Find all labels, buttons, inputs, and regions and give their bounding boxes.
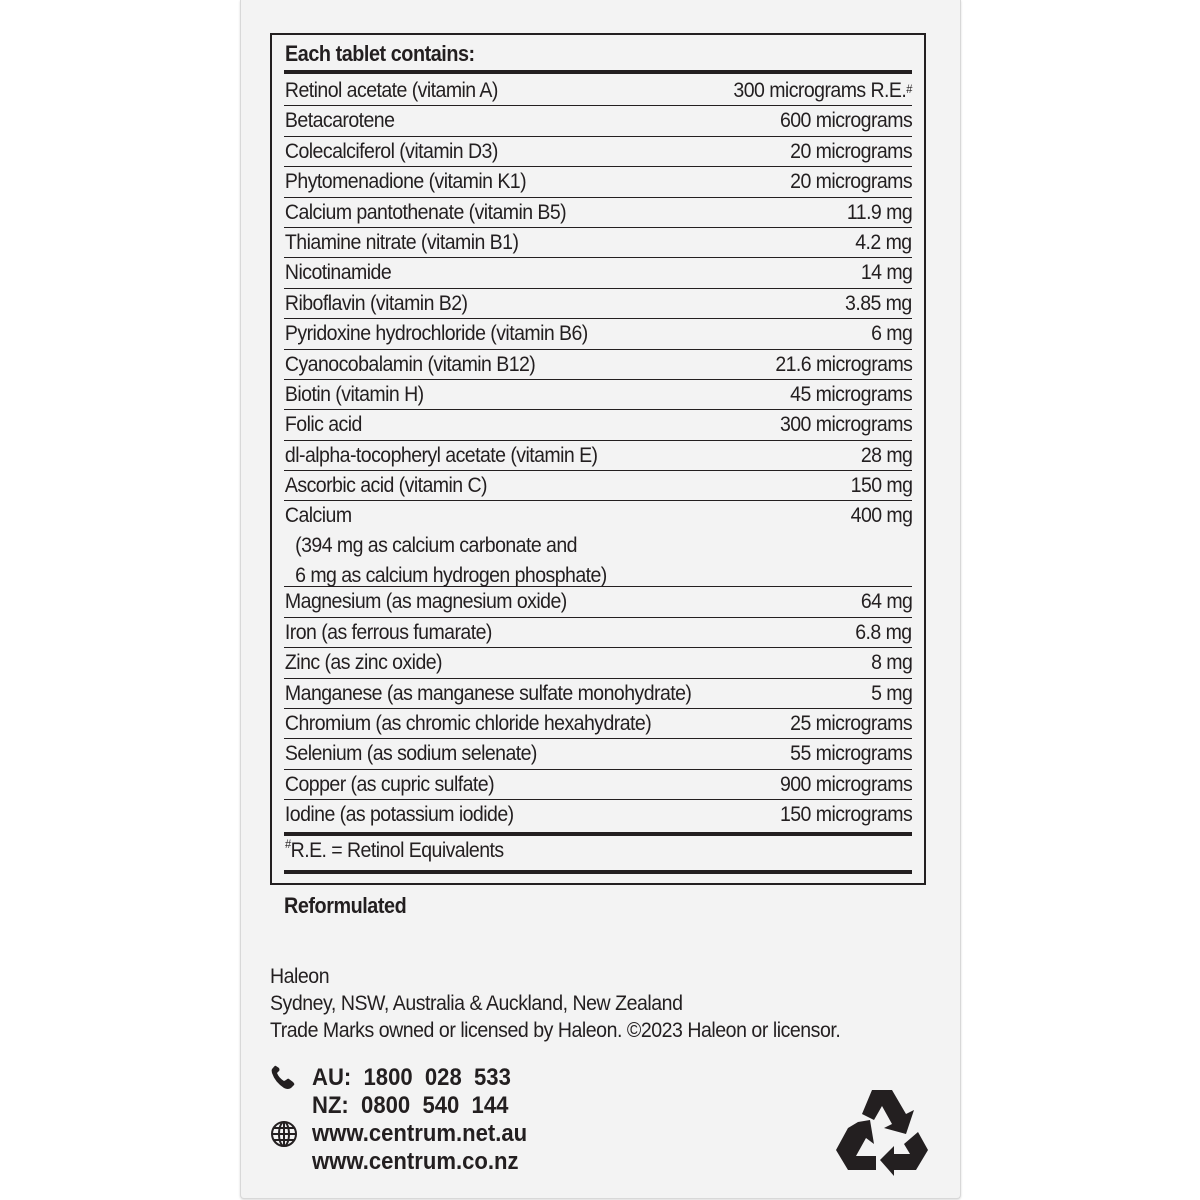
ingredient-row: Magnesium (as magnesium oxide) 64 mg — [284, 587, 912, 617]
ingredient-row: Iodine (as potassium iodide) 150 micrograms — [284, 803, 912, 827]
ingredient-row: Thiamine nitrate (vitamin B1) 4.2 mg — [284, 228, 912, 258]
reformulated-label: Reformulated — [284, 893, 407, 918]
footnote-rule-bottom — [284, 870, 912, 874]
title-rule — [284, 70, 912, 74]
ingredient-row: Colecalciferol (vitamin D3) 20 micrograms — [284, 137, 912, 167]
ingredient-row: Retinol acetate (vitamin A) 300 micrograms R.E.# — [284, 76, 912, 106]
manufacturer-address — [270, 963, 840, 1044]
ingredient-row: dl-alpha-tocopheryl acetate (vitamin E) 28 mg — [284, 441, 912, 471]
nz-phone: NZ: 0800 540 144 — [312, 1092, 509, 1119]
ingredient-row: Phytomenadione (vitamin K1) 20 micrograms — [284, 167, 912, 197]
ingredient-row: Chromium (as chromic chloride hexahydrate) 25 micrograms — [284, 709, 912, 739]
ingredient-row: Biotin (vitamin H) 45 micrograms — [284, 380, 912, 410]
ingredient-row: Manganese (as manganese sulfate monohydrate) 5 mg — [284, 679, 912, 709]
ingredient-row: Calcium pantothenate (vitamin B5) 11.9 mg — [284, 198, 912, 228]
ingredient-row: Folic acid 300 micrograms — [284, 410, 912, 440]
ingredient-row-calcium: Calcium (394 mg as calcium carbonate and 6 mg as calcium hydrogen phosphate) 400 mg — [284, 501, 912, 587]
au-phone: AU: 1800 028 533 — [312, 1064, 511, 1091]
ingredient-row: Zinc (as zinc oxide) 8 mg — [284, 648, 912, 678]
website-au[interactable]: www.centrum.net.au — [312, 1120, 528, 1147]
trademark-notice: Trade Marks owned or licensed by Haleon. ©2023 Haleon or licensor. — [270, 1019, 841, 1042]
company-location: Sydney, NSW, Australia & Auckland, New Zealand — [270, 992, 683, 1015]
ingredient-row: Nicotinamide 14 mg — [284, 258, 912, 288]
phone-icon — [270, 1065, 300, 1091]
ingredient-row: Pyridoxine hydrochloride (vitamin B6) 6 mg — [284, 319, 912, 349]
ingredients-list — [284, 76, 912, 831]
ingredient-row: Riboflavin (vitamin B2) 3.85 mg — [284, 289, 912, 319]
contact-block — [270, 1064, 546, 1176]
ingredients-panel — [270, 33, 926, 885]
website-nz[interactable]: www.centrum.co.nz — [312, 1148, 519, 1175]
ingredient-row: Iron (as ferrous fumarate) 6.8 mg — [284, 618, 912, 648]
footnote: #R.E. = Retinol Equivalents — [285, 837, 504, 862]
ingredient-row: Copper (as cupric sulfate) 900 micrograms — [284, 770, 912, 800]
company-name: Haleon — [270, 965, 330, 988]
ingredient-row: Cyanocobalamin (vitamin B12) 21.6 micrograms — [284, 350, 912, 380]
ingredient-row: Selenium (as sodium selenate) 55 micrograms — [284, 739, 912, 769]
recycle-icon — [834, 1086, 930, 1176]
globe-icon — [270, 1121, 300, 1147]
panel-title: Each tablet contains: — [285, 41, 475, 66]
footnote-rule-top — [284, 832, 912, 836]
ingredient-row: Betacarotene 600 micrograms — [284, 106, 912, 136]
ingredient-row: Ascorbic acid (vitamin C) 150 mg — [284, 471, 912, 501]
